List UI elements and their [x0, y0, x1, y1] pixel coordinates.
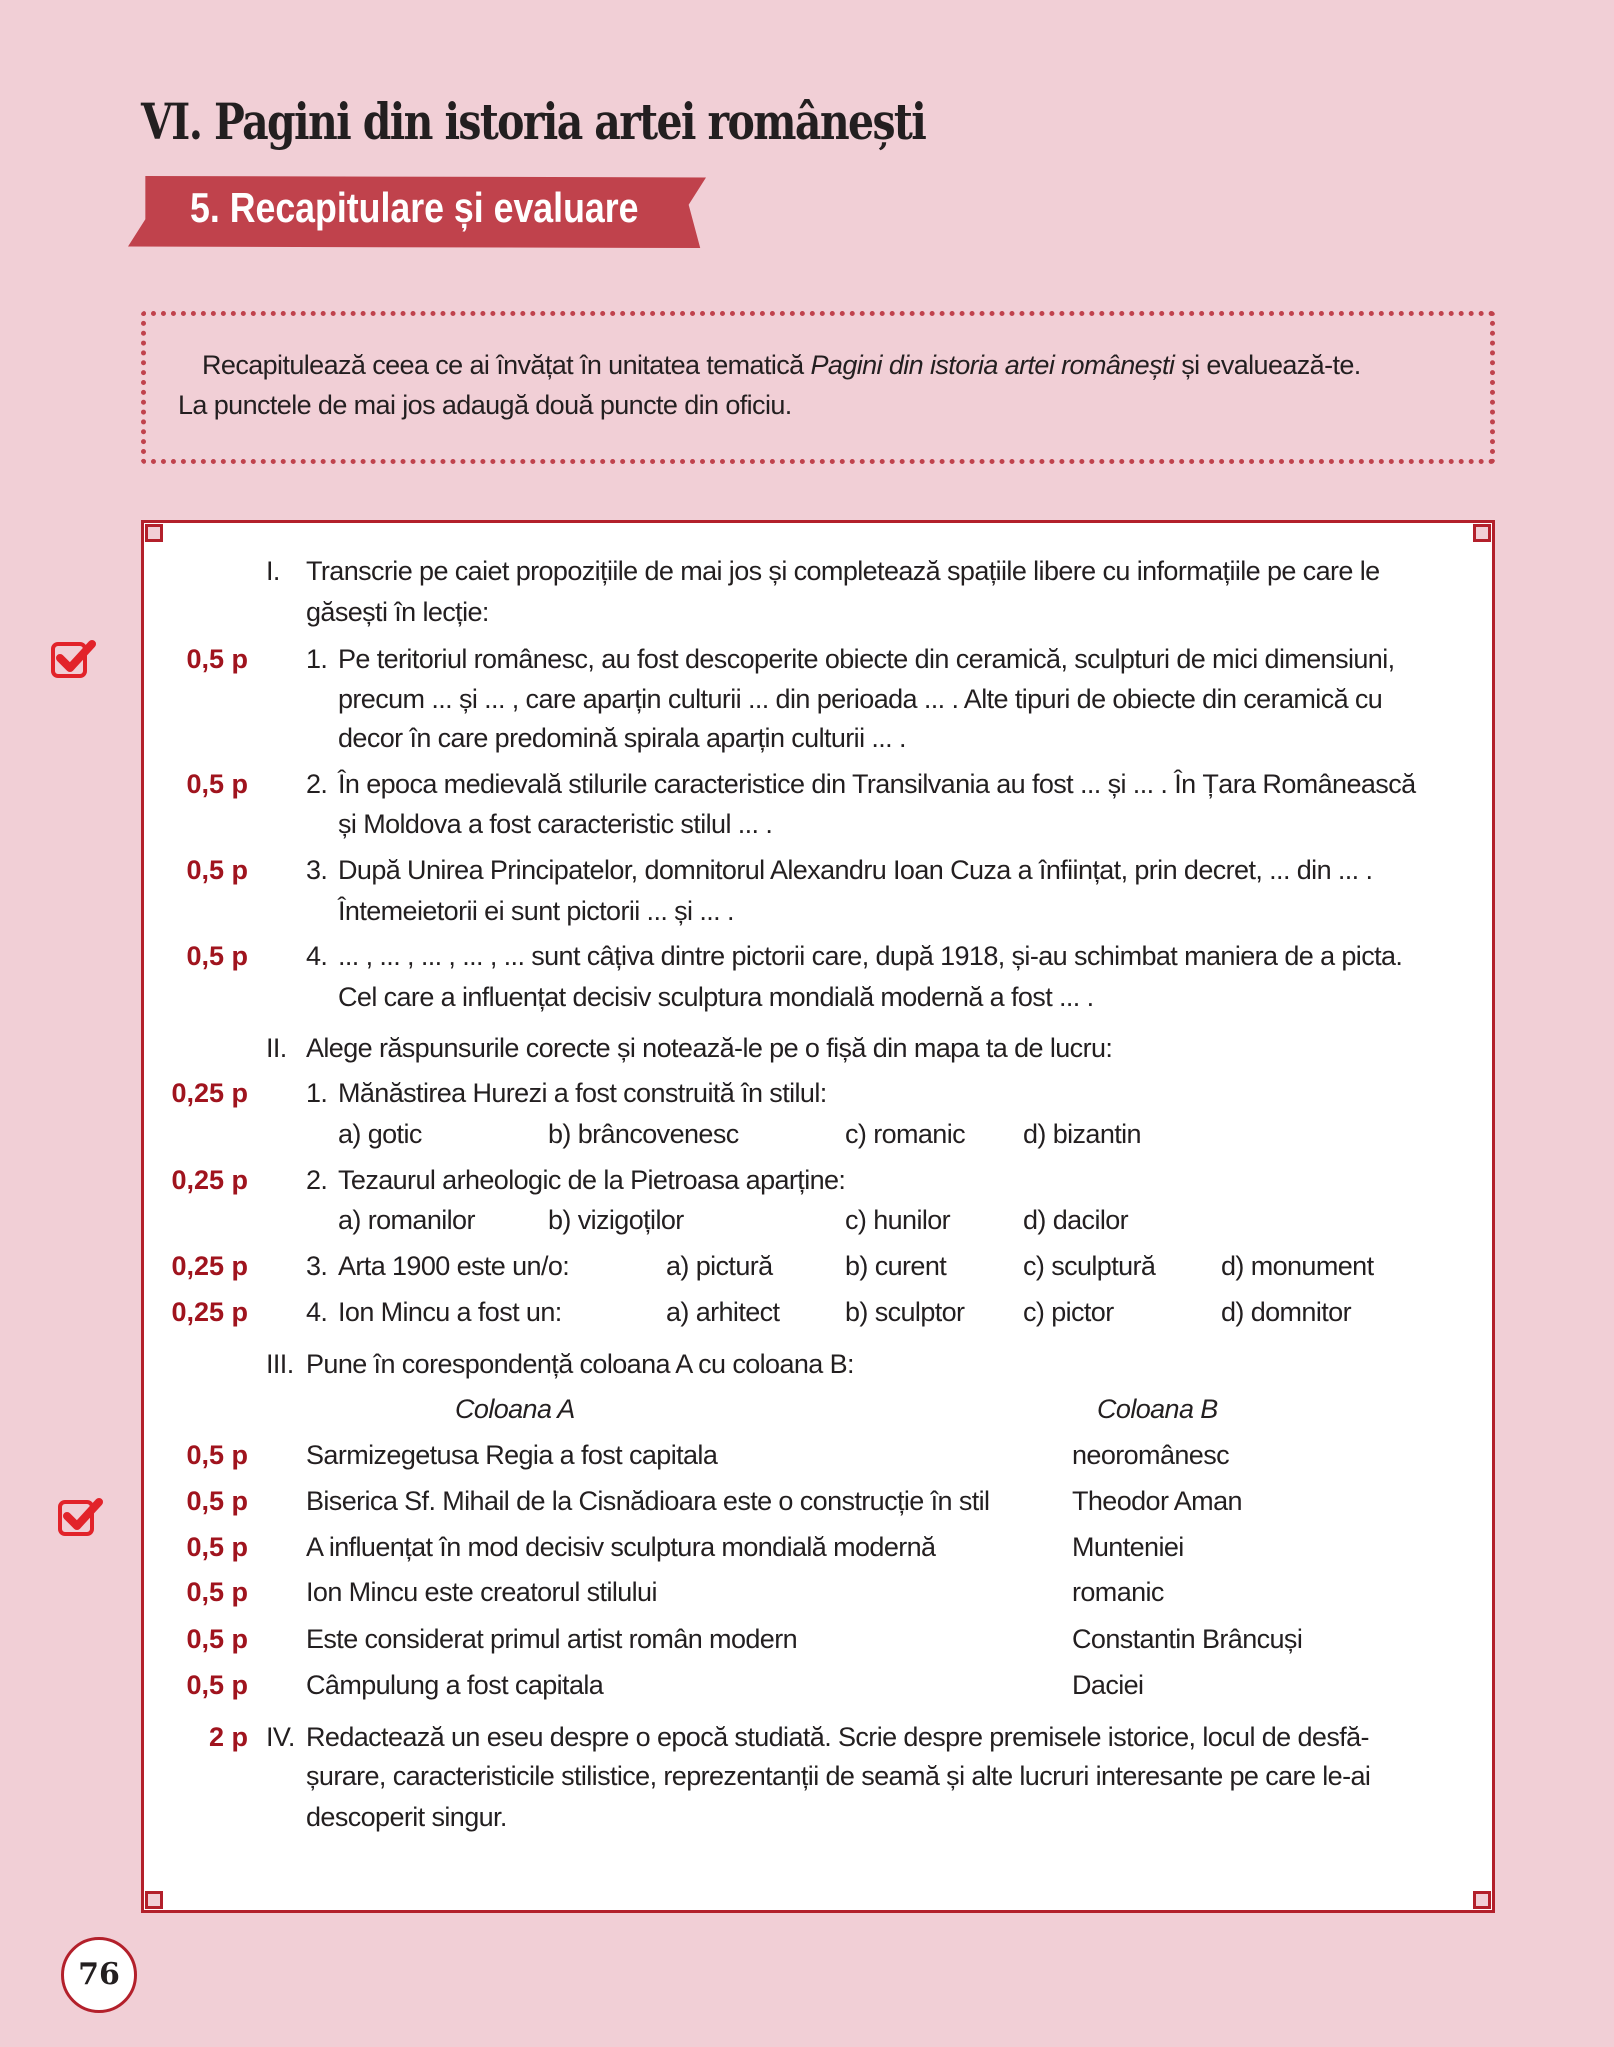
- intro-text: Recapitulează ceea ce ai învățat în unitatea tematică: [202, 350, 811, 380]
- points-label: 0,5 p: [186, 855, 248, 885]
- section-number: III.: [266, 1349, 294, 1379]
- points-label: 0,5 p: [186, 1486, 248, 1516]
- option: b) curent: [845, 1251, 947, 1281]
- instruction-line: Pune în corespondență coloana A cu coloana B:: [306, 1349, 854, 1379]
- item-text: Cel care a influențat decisiv sculptura mondială modernă a fost ... .: [338, 982, 1094, 1012]
- instruction-line: Transcrie pe caiet propozițiile de mai jos și completează spațiile libere cu informațiile pe care le: [306, 556, 1380, 586]
- instruction-line: șurare, caracteristicile stilistice, reprezentanții de seamă și alte lucruri interesante pe care le-ai: [306, 1761, 1371, 1791]
- corner-ornament: [1473, 1891, 1491, 1909]
- option: a) arhitect: [666, 1297, 780, 1327]
- intro-line-2: La punctele de mai jos adaugă două puncte din oficiu.: [178, 390, 792, 420]
- option: a) gotic: [338, 1119, 422, 1149]
- column-a-item: Câmpulung a fost capitala: [306, 1670, 604, 1700]
- column-a-item: Ion Mincu este creatorul stilului: [306, 1577, 657, 1607]
- question-text: Arta 1900 este un/o:: [338, 1251, 570, 1281]
- points-label: 0,25 p: [171, 1251, 248, 1281]
- points-label: 0,5 p: [186, 1577, 248, 1607]
- intro-line-1: [202, 350, 1361, 381]
- checkbox-checked-icon: [57, 1496, 103, 1538]
- item-text: În epoca medievală stilurile caracteristice din Transilvania au fost ... și ... . În Țara Românească: [338, 769, 1416, 799]
- option: d) domnitor: [1221, 1297, 1351, 1327]
- instruction-line: descoperit singur.: [306, 1802, 507, 1832]
- item-text: ... , ... , ... , ... , ... sunt câțiva dintre pictorii care, după 1918, și-au schimbat maniera de a picta.: [338, 941, 1403, 971]
- option: c) hunilor: [845, 1205, 951, 1235]
- option: b) brâncovenesc: [548, 1119, 739, 1149]
- column-b-item: Daciei: [1072, 1670, 1144, 1700]
- points-label: 0,25 p: [171, 1165, 248, 1195]
- points-label: 0,5 p: [186, 941, 248, 971]
- option: b) vizigoților: [548, 1205, 684, 1235]
- column-a-header: Coloana A: [455, 1394, 575, 1424]
- points-label: 0,5 p: [186, 1670, 248, 1700]
- item-number: 3.: [306, 855, 328, 885]
- option: c) sculptură: [1023, 1251, 1156, 1281]
- section-number: II.: [266, 1033, 287, 1063]
- item-number: 2.: [306, 1165, 328, 1195]
- option: d) bizantin: [1023, 1119, 1141, 1149]
- section-number: I.: [266, 556, 280, 586]
- points-label: 0,5 p: [186, 644, 248, 674]
- question-text: Mănăstirea Hurezi a fost construită în stilul:: [338, 1078, 827, 1108]
- question-text: Ion Mincu a fost un:: [338, 1297, 562, 1327]
- item-number: 1.: [306, 1078, 328, 1108]
- points-label: 0,5 p: [186, 769, 248, 799]
- column-b-item: Constantin Brâncuși: [1072, 1624, 1303, 1654]
- item-number: 4.: [306, 1297, 328, 1327]
- points-label: 0,5 p: [186, 1440, 248, 1470]
- instruction-line: Redactează un eseu despre o epocă studiată. Scrie despre premisele istorice, locul de desfă-: [306, 1722, 1369, 1752]
- points-label: 0,5 p: [186, 1624, 248, 1654]
- item-number: 1.: [306, 644, 328, 674]
- item-text: După Unirea Principatelor, domnitorul Alexandru Ioan Cuza a înființat, prin decret, ... din ... .: [338, 855, 1373, 885]
- item-text: Întemeietorii ei sunt pictorii ... și ... .: [338, 896, 734, 926]
- corner-ornament: [1473, 524, 1491, 542]
- intro-italic: Pagini din istoria artei românești: [810, 350, 1175, 380]
- option: c) romanic: [845, 1119, 966, 1149]
- chapter-title: VI. Pagini din istoria artei românești: [141, 92, 926, 151]
- points-label: 0,5 p: [186, 1532, 248, 1562]
- points-label: 2 p: [208, 1722, 248, 1752]
- points-label: 0,25 p: [171, 1297, 248, 1327]
- column-a-item: Biserica Sf. Mihail de la Cisnădioara este o construcție în stil: [306, 1486, 990, 1516]
- column-b-item: neoromânesc: [1072, 1440, 1229, 1470]
- item-text: și Moldova a fost caracteristic stilul ... .: [338, 809, 773, 839]
- column-a-item: A influențat în mod decisiv sculptura mondială modernă: [306, 1532, 936, 1562]
- column-a-item: Sarmizegetusa Regia a fost capitala: [306, 1440, 718, 1470]
- option: d) monument: [1221, 1251, 1374, 1281]
- item-text: precum ... și ... , care aparțin culturii ... din perioada ... . Alte tipuri de obiecte din ceramică cu: [338, 684, 1383, 714]
- instruction-line: Alege răspunsurile corecte și notează-le pe o fișă din mapa ta de lucru:: [306, 1033, 1113, 1063]
- page-number: 76: [61, 1937, 137, 2013]
- intro-text: și evaluează-te.: [1174, 350, 1361, 380]
- intro-box: [141, 311, 1495, 464]
- option: a) romanilor: [338, 1205, 475, 1235]
- item-number: 2.: [306, 769, 328, 799]
- option: a) pictură: [666, 1251, 773, 1281]
- question-text: Tezaurul arheologic de la Pietroasa aparține:: [338, 1165, 846, 1195]
- item-number: 3.: [306, 1251, 328, 1281]
- checkbox-checked-icon: [50, 638, 96, 680]
- instruction-line: găsești în lecție:: [306, 597, 489, 627]
- section-title: 5. Recapitulare și evaluare: [190, 184, 639, 231]
- option: d) dacilor: [1023, 1205, 1129, 1235]
- item-number: 4.: [306, 941, 328, 971]
- column-b-header: Coloana B: [1097, 1394, 1218, 1424]
- column-a-item: Este considerat primul artist român modern: [306, 1624, 798, 1654]
- column-b-item: Theodor Aman: [1072, 1486, 1242, 1516]
- points-label: 0,25 p: [171, 1078, 248, 1108]
- option: b) sculptor: [845, 1297, 965, 1327]
- item-text: decor în care predomină spirala aparțin culturii ... .: [338, 723, 906, 753]
- option: c) pictor: [1023, 1297, 1114, 1327]
- column-b-item: romanic: [1072, 1577, 1164, 1607]
- section-number: IV.: [266, 1722, 295, 1752]
- item-text: Pe teritoriul românesc, au fost descoperite obiecte din ceramică, sculpturi de mici dimensiuni,: [338, 644, 1395, 674]
- corner-ornament: [145, 1891, 163, 1909]
- column-b-item: Munteniei: [1072, 1532, 1184, 1562]
- corner-ornament: [145, 524, 163, 542]
